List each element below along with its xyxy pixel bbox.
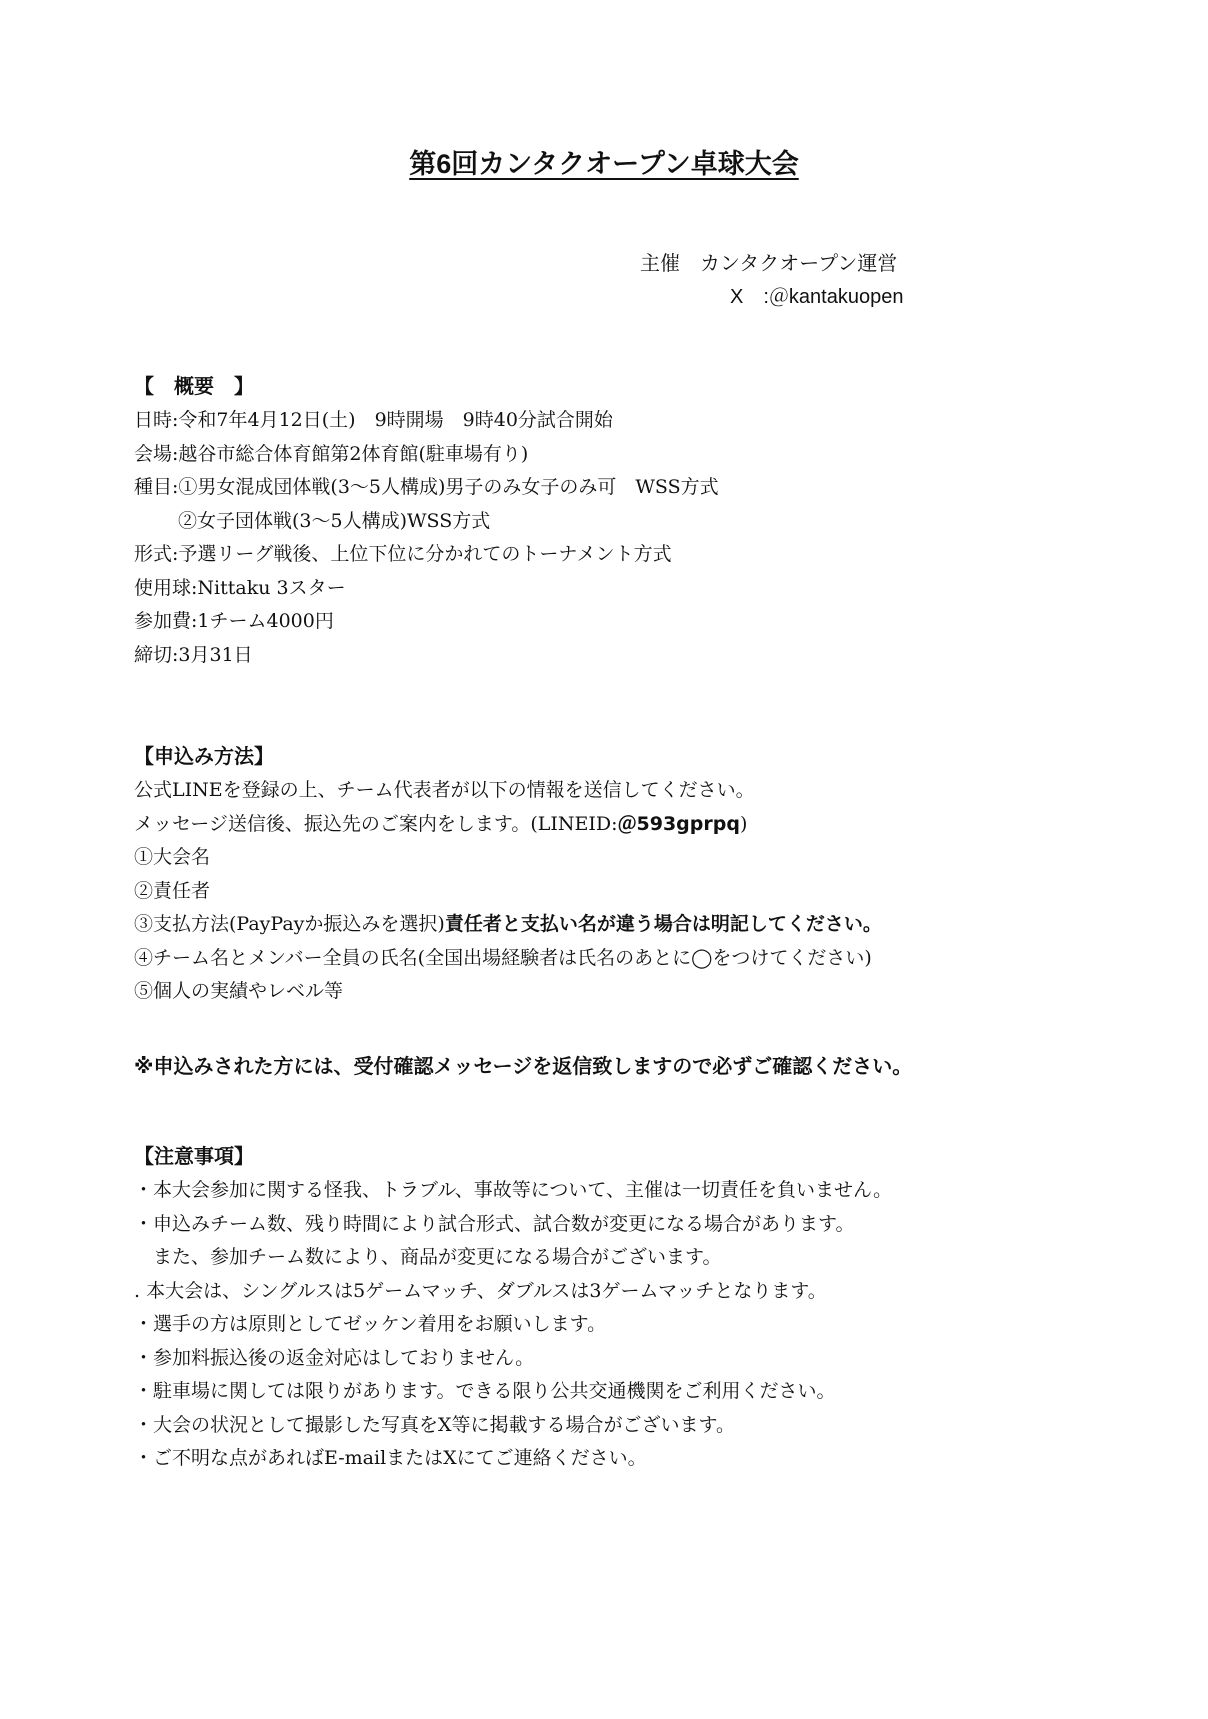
overview-ball: 使用球:Nittaku 3スター: [134, 576, 346, 599]
application-item-2: ②責任者: [134, 879, 211, 902]
application-heading: 【申込み方法】: [134, 746, 274, 768]
overview-heading: 【 概要 】: [134, 376, 254, 398]
overview-fee: 参加費:1チーム4000円: [134, 610, 334, 632]
application-item-3: [134, 908, 1134, 942]
notes-section: [134, 1140, 1134, 1476]
application-item-3-text: ③支払方法(PayPayか振込みを選択): [134, 913, 445, 935]
overview-format: 形式:予選リーグ戦後、上位下位に分かれてのトーナメント方式: [134, 543, 672, 565]
confirmation-note: ※申込みされた方には、受付確認メッセージを返信致しますので必ずご確認ください。: [134, 1056, 913, 1078]
note-line: また、参加チーム数により、商品が変更になる場合がございます。: [134, 1246, 722, 1268]
application-line-1: 公式LINEを登録の上、チーム代表者が以下の情報を送信してください。: [134, 779, 755, 801]
application-line-2-suffix: ): [739, 812, 748, 835]
note-line: ・参加料振込後の返金対応はしておりません。: [134, 1346, 535, 1369]
application-item-3-emphasis: 責任者と支払い名が違う場合は明記してください。: [444, 913, 882, 935]
application-item-4: ④チーム名とメンバー全員の氏名(全国出場経験者は氏名のあとに◯をつけてください): [134, 946, 872, 969]
application-line-2-prefix: メッセージ送信後、振込先のご案内をします。(LINEID:: [134, 812, 618, 835]
application-line-2: [134, 808, 1134, 842]
note-line: ・申込みチーム数、残り時間により試合形式、試合数が変更になる場合があります。: [134, 1212, 855, 1235]
document-title: 第6回カンタクオープン卓球大会: [409, 149, 799, 179]
note-line: . 本大会は、シングルスは5ゲームマッチ、ダブルスは3ゲームマッチとなります。: [134, 1279, 827, 1302]
note-line: ・選手の方は原則としてゼッケン着用をお願いします。: [134, 1313, 607, 1335]
line-id: ＠593gprpq: [617, 812, 740, 835]
note-line: ・駐車場に関しては限りがあります。できる限り公共交通機関をご利用ください。: [134, 1380, 836, 1402]
overview-event-1: 種目:①男女混成団体戦(3～5人構成)男子のみ女子のみ可 WSS方式: [134, 476, 719, 498]
organizer-x-account: X :＠kantakuopen: [730, 286, 904, 308]
note-line: ・本大会参加に関する怪我、トラブル、事故等について、主催は一切責任を負いません。: [134, 1179, 893, 1201]
application-item-5: ⑤個人の実績やレベル等: [134, 980, 344, 1002]
organizer-label: 主催 カンタクオープン運営: [640, 253, 898, 275]
application-section: [134, 740, 1134, 1009]
overview-venue: 会場:越谷市総合体育館第2体育館(駐車場有り): [134, 442, 529, 465]
overview-section: [134, 370, 1134, 672]
note-line: ・ご不明な点があればE-mailまたはXにてご連絡ください。: [134, 1447, 647, 1469]
overview-event-2: ②女子団体戦(3～5人構成)WSS方式: [178, 509, 491, 532]
application-item-1: ①大会名: [134, 846, 211, 868]
overview-date: 日時:令和7年4月12日(土) 9時開場 9時40分試合開始: [134, 409, 613, 431]
note-line: ・大会の状況として撮影した写真をX等に掲載する場合がございます。: [134, 1413, 736, 1436]
notes-heading: 【注意事項】: [134, 1146, 254, 1168]
overview-deadline: 締切:3月31日: [134, 643, 253, 666]
